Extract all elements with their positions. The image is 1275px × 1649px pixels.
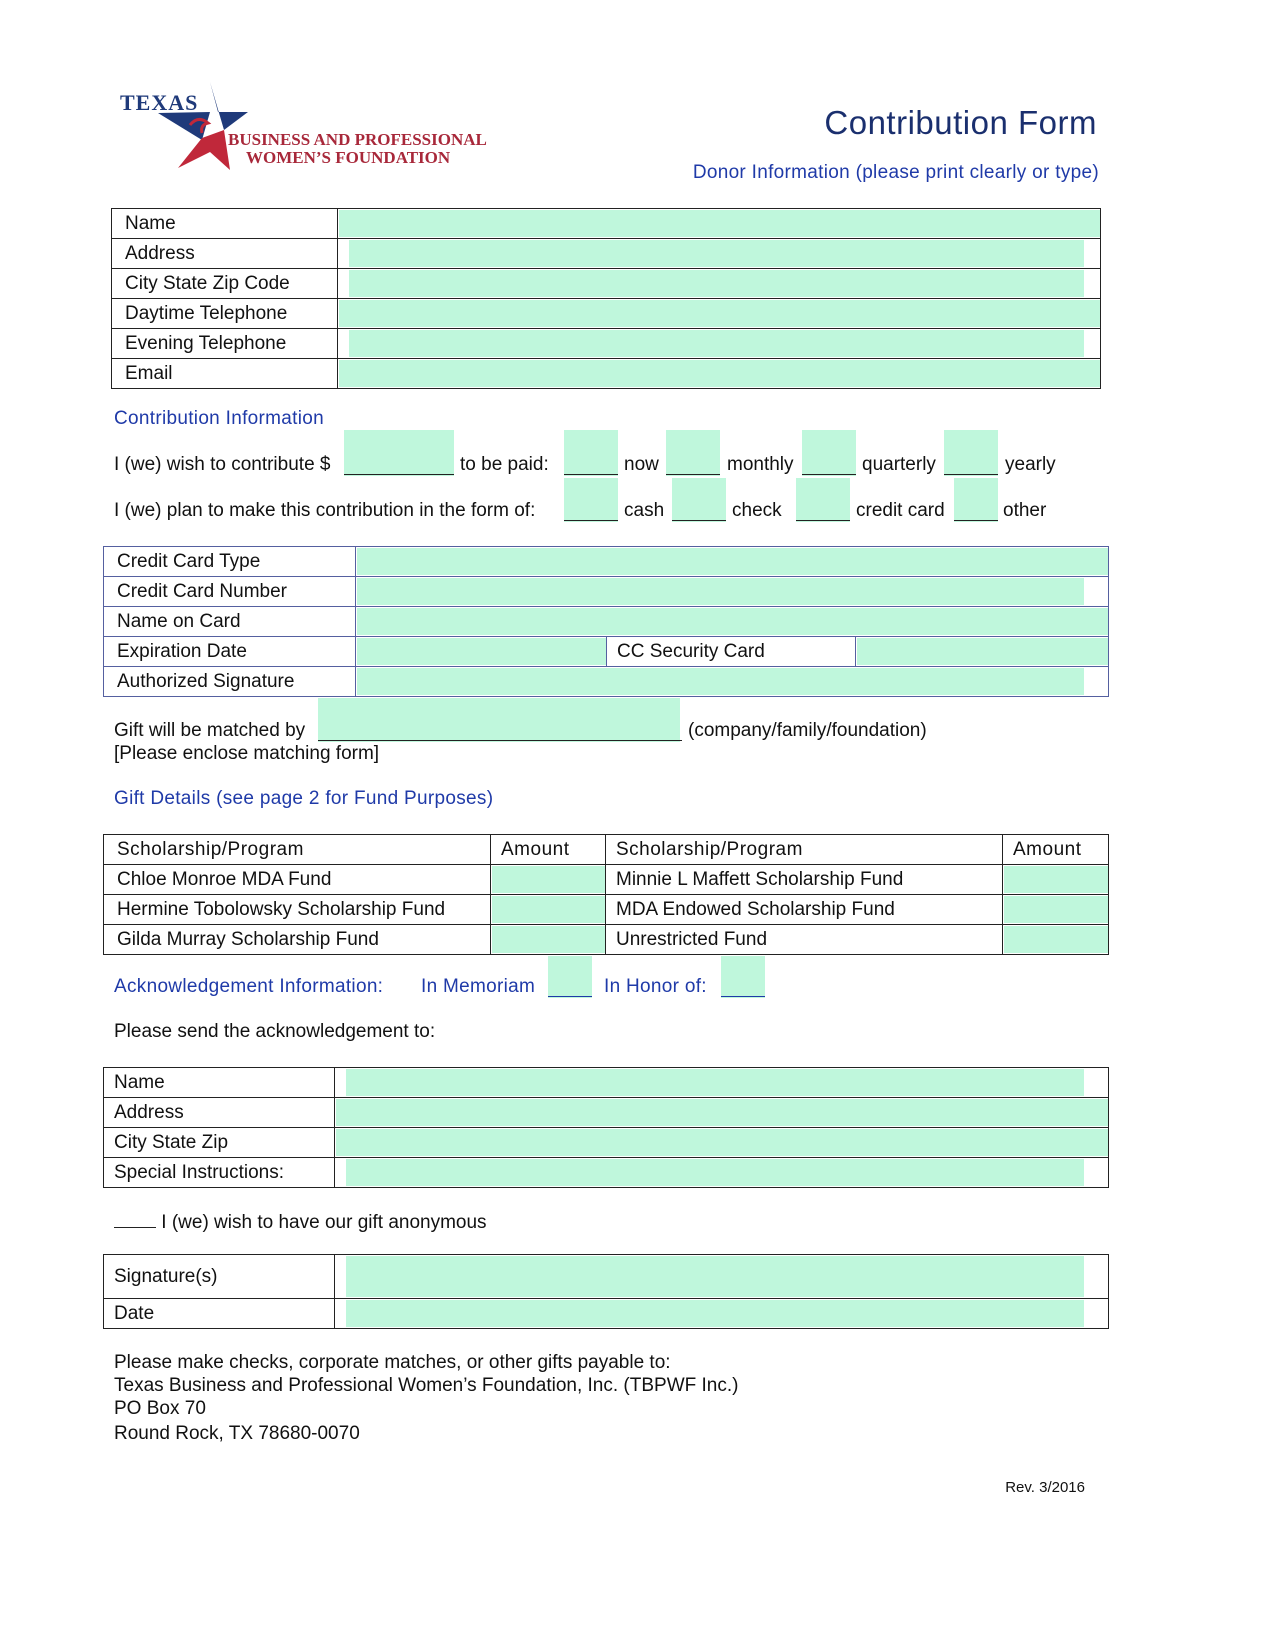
- form-other-label: other: [1003, 500, 1047, 521]
- matched-line: [114, 720, 927, 742]
- donor-email-field[interactable]: [339, 360, 1100, 387]
- payable-block: [114, 1351, 738, 1445]
- table-row: [112, 209, 1101, 239]
- table-row: [104, 1068, 1109, 1098]
- donor-table: [111, 208, 1101, 389]
- ack-address-label: Address: [104, 1098, 335, 1128]
- table-row: [104, 1128, 1109, 1158]
- date-label: Date: [104, 1299, 335, 1329]
- send-ack-to: Please send the acknowledgement to:: [114, 1021, 436, 1042]
- in-memoriam-label: In Memoriam: [421, 976, 536, 997]
- payable-po-box: PO Box 70: [114, 1398, 206, 1419]
- table-row: [104, 577, 1109, 607]
- fund-gilda-murray: Gilda Murray Scholarship Fund: [104, 925, 491, 955]
- contribution-heading: Contribution Information: [114, 408, 324, 429]
- ack-city-label: City State Zip: [104, 1128, 335, 1158]
- amount-unrestricted[interactable]: [1004, 926, 1108, 953]
- anonymous-blank[interactable]: [114, 1209, 156, 1228]
- fund-mda-endowed: MDA Endowed Scholarship Fund: [606, 895, 1003, 925]
- contribution-form-line: [114, 500, 1047, 522]
- ack-city-field[interactable]: [336, 1129, 1108, 1156]
- authorized-signature-field[interactable]: [357, 668, 1084, 695]
- table-row: [112, 299, 1101, 329]
- fund-minnie-maffett: Minnie L Maffett Scholarship Fund: [606, 865, 1003, 895]
- logo-text-line2: BUSINESS AND PROFESSIONAL: [228, 130, 487, 149]
- in-honor-field[interactable]: [721, 956, 765, 998]
- amount-hermine-tobolowsky[interactable]: [492, 896, 605, 923]
- credit-card-table: [103, 546, 1109, 697]
- in-memoriam-field[interactable]: [548, 956, 592, 998]
- paid-yearly-field[interactable]: [944, 430, 998, 476]
- payable-org: Texas Business and Professional Women’s Foundation, Inc. (TBPWF Inc.): [114, 1375, 739, 1396]
- table-row: [112, 359, 1101, 389]
- table-row: [104, 607, 1109, 637]
- col-amount-left: Amount: [491, 835, 606, 865]
- form-other-field[interactable]: [954, 478, 998, 522]
- paid-label: to be paid:: [460, 454, 549, 475]
- foundation-logo: [118, 80, 488, 180]
- fund-unrestricted: Unrestricted Fund: [606, 925, 1003, 955]
- payable-city: Round Rock, TX 78680-0070: [114, 1423, 360, 1444]
- col-amount-right: Amount: [1003, 835, 1109, 865]
- form-prefix: I (we) plan to make this contribution in the form of:: [114, 500, 536, 521]
- paid-monthly-label: monthly: [727, 454, 794, 475]
- page-title: Contribution Form: [824, 104, 1097, 141]
- table-row: [104, 1299, 1109, 1329]
- matched-by-field[interactable]: [318, 698, 680, 742]
- table-row: [112, 269, 1101, 299]
- matching-form-note: [Please enclose matching form]: [114, 743, 380, 764]
- paid-monthly-field[interactable]: [666, 430, 720, 476]
- paid-now-field[interactable]: [564, 430, 618, 476]
- contribute-amount-field[interactable]: [344, 430, 454, 476]
- ack-line: [114, 976, 707, 998]
- table-row: [104, 1098, 1109, 1128]
- table-row: [104, 547, 1109, 577]
- anonymous-line: [114, 1209, 487, 1234]
- donor-daytime-field[interactable]: [339, 300, 1100, 327]
- date-field[interactable]: [346, 1300, 1084, 1327]
- paid-yearly-label: yearly: [1005, 454, 1056, 475]
- donor-city-label: City State Zip Code: [112, 269, 338, 299]
- table-row: [104, 835, 1109, 865]
- revision-date: Rev. 3/2016: [1005, 1479, 1085, 1496]
- matched-suffix: (company/family/foundation): [688, 720, 927, 741]
- signature-field[interactable]: [346, 1256, 1084, 1297]
- ack-recipient-table: [103, 1067, 1109, 1188]
- form-credit-card-label: credit card: [856, 500, 945, 521]
- payable-intro: Please make checks, corporate matches, or other gifts payable to:: [114, 1352, 671, 1373]
- security-code-field[interactable]: [857, 638, 1108, 665]
- ack-instructions-label: Special Instructions:: [104, 1158, 335, 1188]
- name-on-card-label: Name on Card: [104, 607, 356, 637]
- security-code-label: CC Security Card: [607, 637, 856, 667]
- matched-prefix: Gift will be matched by: [114, 720, 306, 741]
- signature-table: [103, 1254, 1109, 1329]
- fund-hermine-tobolowsky: Hermine Tobolowsky Scholarship Fund: [104, 895, 491, 925]
- form-credit-card-field[interactable]: [796, 478, 850, 522]
- amount-minnie-maffett[interactable]: [1004, 866, 1108, 893]
- donor-address-label: Address: [112, 239, 338, 269]
- table-row: [104, 1255, 1109, 1299]
- col-program-left: Scholarship/Program: [104, 835, 491, 865]
- contribute-line: [114, 454, 1056, 476]
- signature-label: Signature(s): [104, 1255, 335, 1299]
- paid-quarterly-field[interactable]: [802, 430, 856, 476]
- donor-evening-label: Evening Telephone: [112, 329, 338, 359]
- ack-instructions-field[interactable]: [346, 1159, 1084, 1186]
- table-row: [104, 865, 1109, 895]
- card-type-field[interactable]: [357, 548, 1108, 575]
- ack-name-label: Name: [104, 1068, 335, 1098]
- donor-email-label: Email: [112, 359, 338, 389]
- card-number-label: Credit Card Number: [104, 577, 356, 607]
- table-row: [104, 925, 1109, 955]
- logo-text-texas: TEXAS: [120, 90, 199, 115]
- amount-gilda-murray[interactable]: [492, 926, 605, 953]
- anonymous-label: I (we) wish to have our gift anonymous: [161, 1212, 487, 1233]
- table-row: [104, 637, 1109, 667]
- table-row: [104, 1158, 1109, 1188]
- form-check-label: check: [732, 500, 782, 521]
- table-row: [104, 667, 1109, 697]
- expiration-label: Expiration Date: [104, 637, 356, 667]
- ack-name-field[interactable]: [346, 1069, 1084, 1096]
- signature-card-label: Authorized Signature: [104, 667, 356, 697]
- donor-info-heading: Donor Information (please print clearly or type): [692, 162, 1099, 183]
- card-number-field[interactable]: [357, 578, 1084, 605]
- donor-name-field[interactable]: [339, 210, 1100, 237]
- table-row: [112, 239, 1101, 269]
- donor-name-label: Name: [112, 209, 338, 239]
- col-program-right: Scholarship/Program: [606, 835, 1003, 865]
- form-cash-label: cash: [624, 500, 665, 521]
- donor-evening-field[interactable]: [349, 330, 1084, 357]
- form-check-field[interactable]: [672, 478, 726, 522]
- ack-address-field[interactable]: [336, 1099, 1108, 1126]
- table-row: [104, 895, 1109, 925]
- amount-mda-endowed[interactable]: [1004, 896, 1108, 923]
- card-type-label: Credit Card Type: [104, 547, 356, 577]
- gift-details-table: [103, 834, 1109, 955]
- fund-chloe-monroe: Chloe Monroe MDA Fund: [104, 865, 491, 895]
- donor-daytime-label: Daytime Telephone: [112, 299, 338, 329]
- table-row: [112, 329, 1101, 359]
- donor-city-field[interactable]: [349, 270, 1084, 297]
- contribute-prefix: I (we) wish to contribute $: [114, 454, 331, 475]
- logo-text-line3: WOMEN’S FOUNDATION: [246, 148, 451, 167]
- gift-details-heading: Gift Details (see page 2 for Fund Purposes): [114, 788, 494, 809]
- expiration-field[interactable]: [357, 638, 606, 665]
- form-cash-field[interactable]: [564, 478, 618, 522]
- in-honor-label: In Honor of:: [604, 976, 707, 997]
- paid-quarterly-label: quarterly: [862, 454, 936, 475]
- donor-address-field[interactable]: [349, 240, 1084, 267]
- name-on-card-field[interactable]: [357, 608, 1108, 635]
- ack-heading: Acknowledgement Information:: [114, 976, 384, 997]
- amount-chloe-monroe[interactable]: [492, 866, 605, 893]
- paid-now-label: now: [624, 454, 659, 475]
